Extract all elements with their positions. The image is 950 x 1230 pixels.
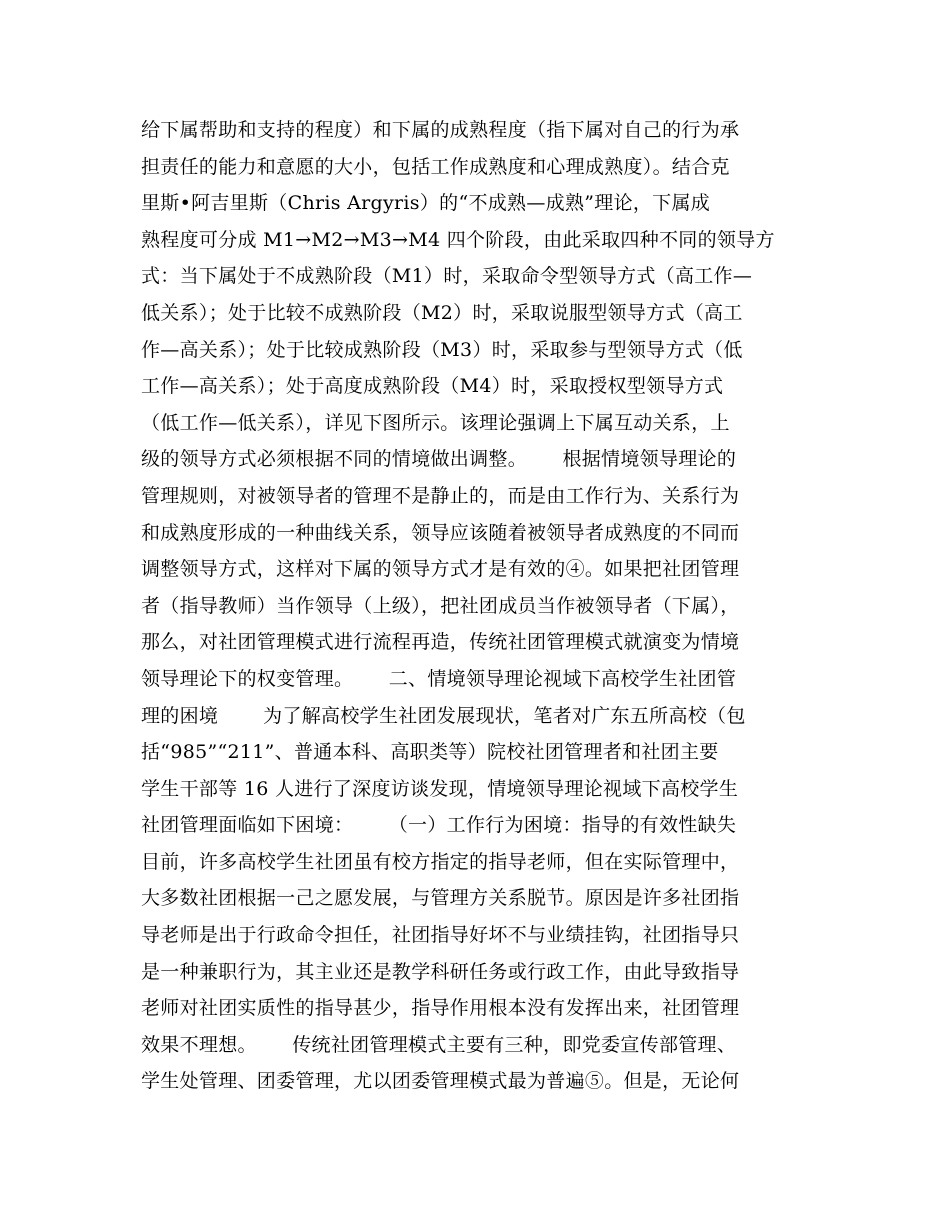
body-text <box>141 112 821 1100</box>
text-line: 工作—高关系）；处于高度成熟阶段（M4）时，采取授权型领导方式 <box>141 375 724 398</box>
text-line: 社团管理面临如下困境： （一）工作行为困境：指导的有效性缺失 <box>141 814 737 837</box>
text-line: 目前，许多高校学生社团虽有校方指定的指导老师，但在实际管理中， <box>141 850 740 873</box>
text-line: 给下属帮助和支持的程度）和下属的成熟程度（指下属对自己的行为承 <box>141 119 740 141</box>
text-line: 大多数社团根据一己之愿发展，与管理方关系脱节。原因是许多社团指 <box>141 887 740 910</box>
text-line: 式：当下属处于不成熟阶段（M1）时，采取命令型领导方式（高工作— <box>141 265 753 288</box>
text-line: 里斯•阿吉里斯（Chris Argyris）的“不成熟—成熟”理论，下属成 <box>141 192 711 215</box>
text-line: 学生干部等 16 人进行了深度访谈发现，情境领导理论视域下高校学生 <box>141 777 739 800</box>
text-line: 低关系）；处于比较不成熟阶段（M2）时，采取说服型领导方式（高工 <box>141 301 743 324</box>
text-line: 效果不理想。 传统社团管理模式主要有三种，即党委宣传部管理、 <box>141 1033 737 1056</box>
text-line: 调整领导方式，这样对下属的领导方式才是有效的④。如果把社团管理 <box>141 558 740 581</box>
text-line: 那么，对社团管理模式进行流程再造，传统社团管理模式就演变为情境 <box>141 631 740 654</box>
text-line: 作—高关系）；处于比较成熟阶段（M3）时，采取参与型领导方式（低 <box>141 338 743 361</box>
text-line: 老师对社团实质性的指导甚少，指导作用根本没有发挥出来，社团管理 <box>141 997 740 1020</box>
text-line: 者（指导教师）当作领导（上级），把社团成员当作被领导者（下属）， <box>141 594 740 617</box>
text-line: 是一种兼职行为，其主业还是教学科研任务或行政工作，由此导致指导 <box>141 960 740 983</box>
text-line: 熟程度可分成 M1→M2→M3→M4 四个阶段，由此采取四种不同的领导方 <box>141 228 775 251</box>
text-line: 和成熟度形成的一种曲线关系，领导应该随着被领导者成熟度的不同而 <box>141 521 740 544</box>
text-line: 担责任的能力和意愿的大小，包括工作成熟度和心理成熟度）。结合克 <box>141 155 730 178</box>
text-line: 领导理论下的权变管理。 二、情境领导理论视域下高校学生社团管 <box>141 667 737 690</box>
text-line: 理的困境 为了解高校学生社团发展现状，笔者对广东五所高校（包 <box>141 704 746 727</box>
text-line: 导老师是出于行政命令担任，社团指导好坏不与业绩挂钩，社团指导只 <box>141 924 740 947</box>
text-line: 级的领导方式必须根据不同的情境做出调整。 根据情境领导理论的 <box>141 448 737 471</box>
text-line: 管理规则，对被领导者的管理不是静止的，而是由工作行为、关系行为 <box>141 484 740 507</box>
text-line: 括“985”“211”、普通本科、高职类等）院校社团管理者和社团主要 <box>141 741 719 764</box>
text-line: 学生处管理、团委管理，尤以团委管理模式最为普遍⑤。但是，无论何 <box>141 1070 740 1093</box>
text-line: （低工作—低关系），详见下图所示。该理论强调上下属互动关系，上 <box>141 411 730 434</box>
